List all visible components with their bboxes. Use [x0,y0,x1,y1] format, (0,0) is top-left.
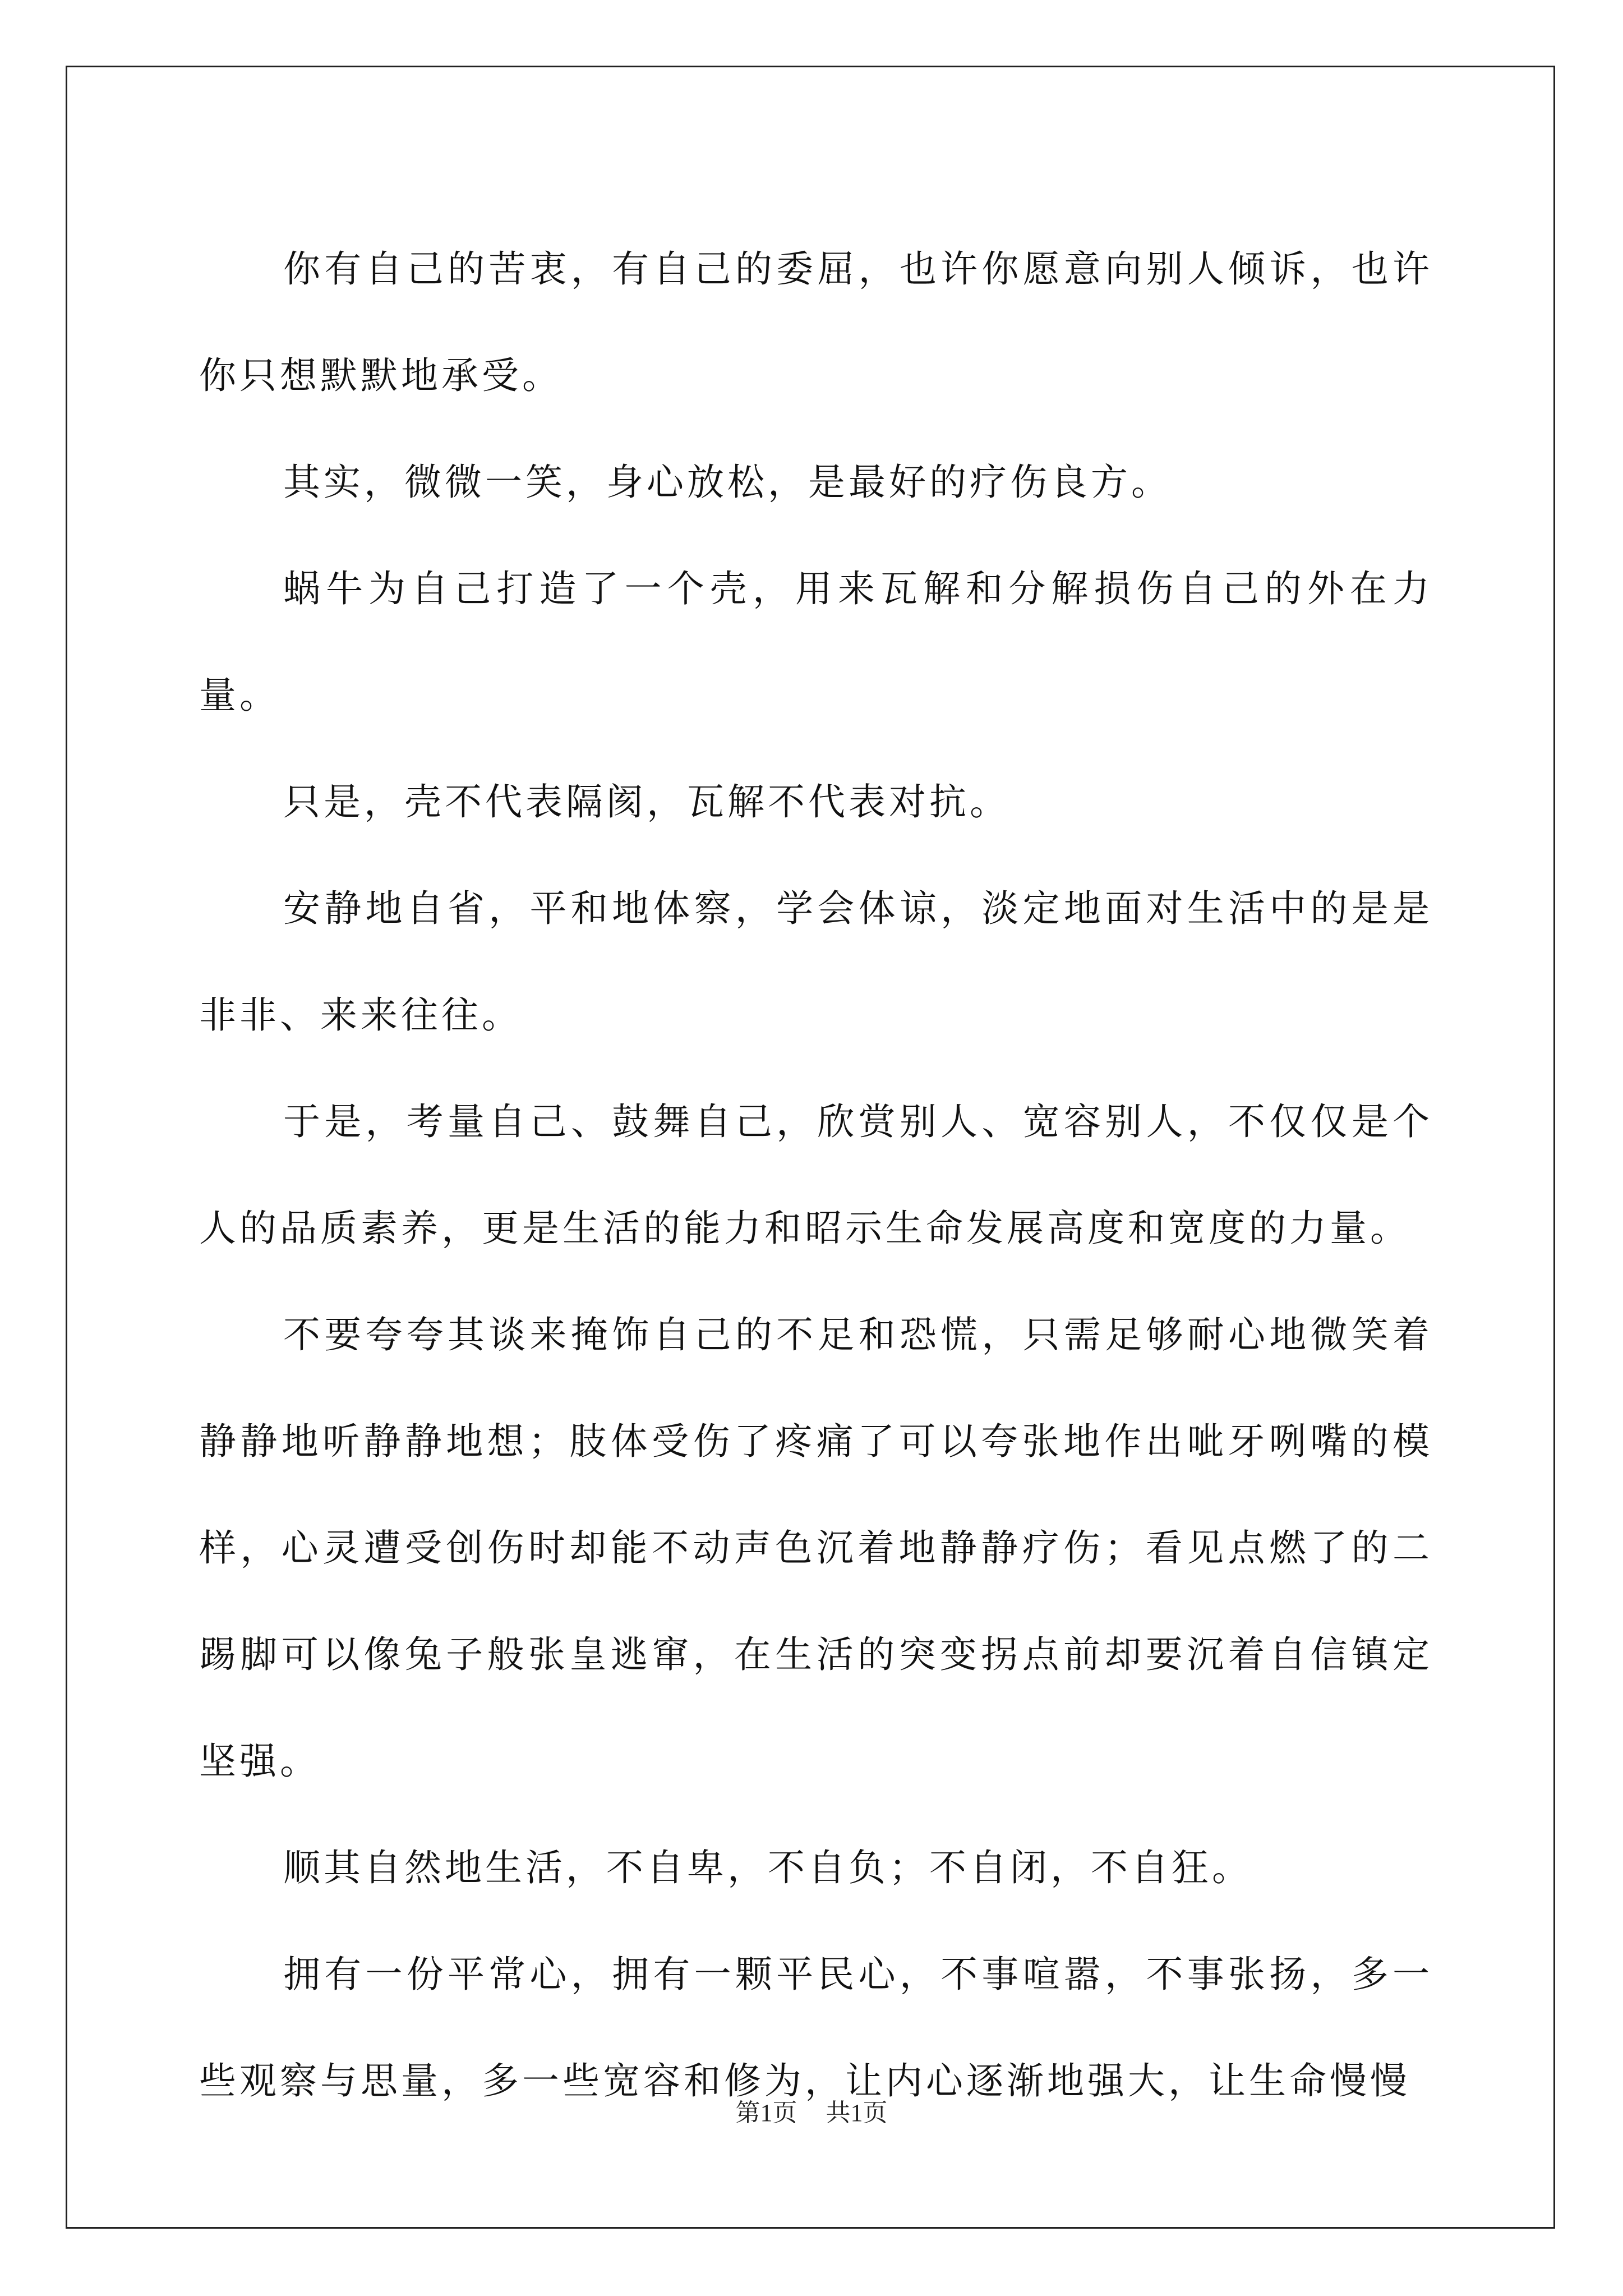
paragraph: 不要夸夸其谈来掩饰自己的不足和恐慌，只需足够耐心地微笑着静静地听静静地想；肢体受伤了疼痛了可以夸张地作出呲牙咧嘴的模样，心灵遭受创伤时却能不动声色沉着地静静疗伤；看见点燃了的二踢脚可以像兔子般张皇逃窜，在生活的突变拐点前却要沉着自信镇定坚强。 [199,1313,1433,1783]
paragraph: 其实，微微一笑，身心放松，是最好的疗伤良方。 [283,461,1172,504]
document-body [199,216,1433,2134]
paragraph: 于是，考量自己、鼓舞自己，欣赏别人、宽容别人，不仅仅是个人的品质素养，更是生活的能力和昭示生命发展高度和宽度的力量。 [199,1100,1433,1250]
page-number: 第1页 [735,2099,797,2127]
paragraph: 你有自己的苦衷，有自己的委屈，也许你愿意向别人倾诉，也许你只想默默地承受。 [199,247,1433,397]
paragraph: 顺其自然地生活，不自卑，不自负；不自闭，不自狂。 [283,1846,1252,1889]
page-total: 共1页 [826,2099,888,2127]
page-footer [0,2092,1623,2128]
paragraph: 拥有一份平常心，拥有一颗平民心，不事喧嚣，不事张扬，多一些观察与思量，多一些宽容和修为，让内心逐渐地强大，让生命慢慢 [199,1953,1433,2102]
paragraph: 蜗牛为自己打造了一个壳，用来瓦解和分解损伤自己的外在力量。 [199,567,1433,717]
paragraph: 只是，壳不代表隔阂，瓦解不代表对抗。 [283,780,1010,823]
paragraph: 安静地自省，平和地体察，学会体谅，淡定地面对生活中的是是非非、来来往往。 [199,887,1433,1037]
